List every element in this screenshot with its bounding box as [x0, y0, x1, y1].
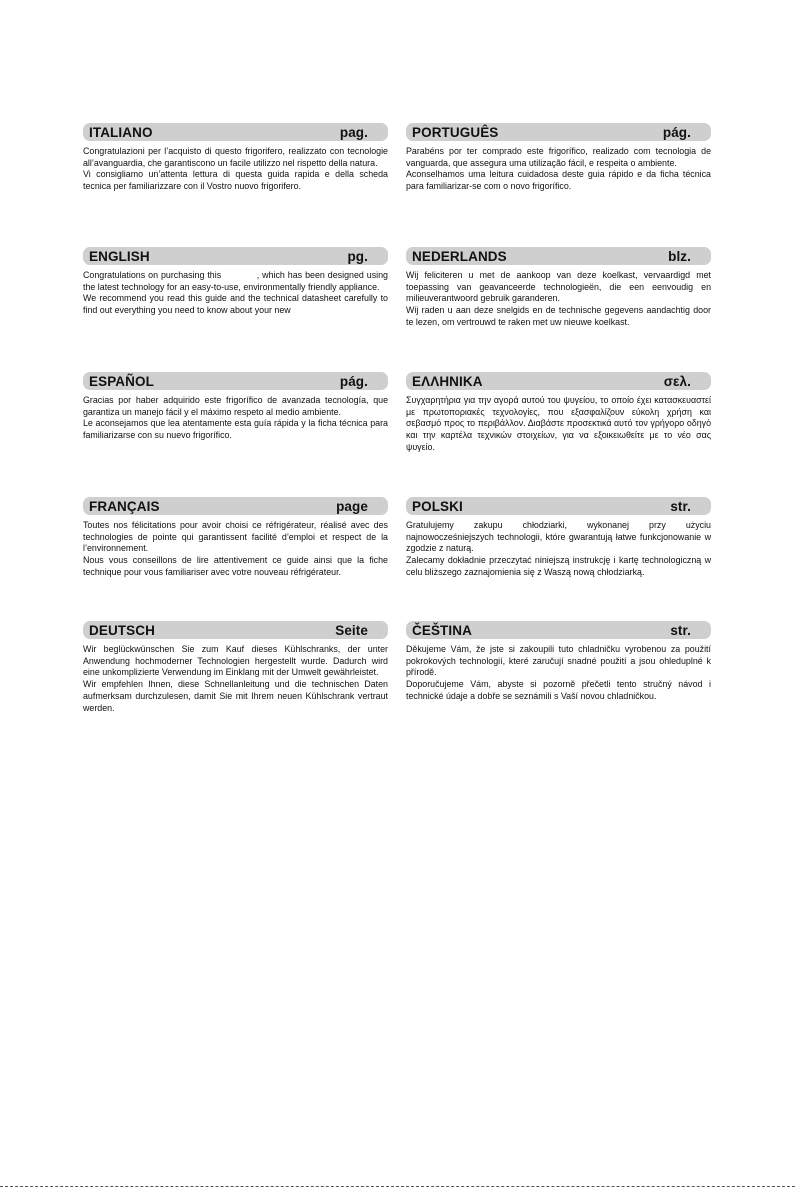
- page-bottom-divider: [0, 1186, 795, 1187]
- language-name: PORTUGUÊS: [412, 124, 499, 140]
- language-header: [83, 123, 388, 141]
- page-label: pag.: [339, 124, 368, 140]
- section-deutsch: [83, 621, 388, 714]
- language-header: [406, 247, 711, 265]
- page-label: pág.: [662, 124, 691, 140]
- section-text: [83, 520, 388, 579]
- language-name: ENGLISH: [89, 248, 150, 264]
- section-francais: [83, 497, 388, 579]
- paragraph: Doporučujeme Vám, abyste si pozorně přečetli tento stručný návod i technické údaje a dobře se seznámili s Vaší novou chladničkou.: [406, 679, 711, 701]
- paragraph: Wir empfehlen Ihnen, diese Schnellanleitung und die technischen Daten aufmerksam durchzulesen, damit Sie mit Ihrem neuen Kühlschrank vertraut werden.: [83, 679, 388, 713]
- language-header: [83, 372, 388, 390]
- language-name: ESPAÑOL: [89, 373, 154, 389]
- language-name: NEDERLANDS: [412, 248, 507, 264]
- page-label: pág.: [339, 373, 368, 389]
- language-header: [406, 123, 711, 141]
- paragraph: Nous vous conseillons de lire attentivement ce guide ainsi que la fiche technique pour vous familiariser avec votre nouveau réfrigérateur.: [83, 555, 388, 577]
- language-name: ČEŠTINA: [412, 622, 472, 638]
- section-text: [406, 146, 711, 193]
- paragraph: Wij raden u aan deze snelgids en de technische gegevens aandachtig door te lezen, om vertrouwd te raken met uw nieuwe koelkast.: [406, 305, 711, 327]
- section-text: [406, 520, 711, 579]
- section-text: [83, 270, 391, 317]
- paragraph: Vi consigliamo un’attenta lettura di questa guida rapida e della scheda tecnica per familiarizzare con il Vostro nuovo frigorifero.: [83, 169, 388, 192]
- section-text: [83, 644, 388, 714]
- paragraph: Wij feliciteren u met de aankoop van deze koelkast, vervaardigd met toepassing van geavanceerde technologieën, die een eenvoudig en milieuverantwoord gebruik garanderen.: [406, 270, 711, 304]
- section-portugues: [406, 123, 711, 193]
- section-cestina: [406, 621, 711, 703]
- paragraph: Gratulujemy zakupu chłodziarki, wykonanej przy użyciu najnowocześniejszych technologii, które gwarantują łatwe funkcjonowanie w zgodzie z naturą.: [406, 520, 711, 554]
- language-name: POLSKI: [412, 498, 463, 514]
- page-label: str.: [670, 622, 691, 638]
- section-italiano: [83, 123, 388, 193]
- paragraph: Zalecamy dokładnie przeczytać niniejszą instrukcję i kartę technologiczną w celu bliższego zaznajomienia się z Waszą nową chłodziarką.: [406, 555, 711, 577]
- page-label: Seite: [335, 622, 368, 638]
- language-name: ΕΛΛΗΝΙΚΑ: [412, 373, 483, 389]
- paragraph: Aconselhamos uma leitura cuidadosa deste guia rápido e da ficha técnica para familiarizar-se com o novo frigorífico.: [406, 169, 711, 192]
- paragraph: Le aconsejamos que lea atentamente esta guía rápida y la ficha técnica para familiarizarse con su nuevo frigorífico.: [83, 418, 388, 441]
- paragraph: Congratulazioni per l’acquisto di questo frigorifero, realizzato con tecnologie all’avanguardia, che garantiscono un facile utilizzo nel rispetto della natura.: [83, 146, 388, 168]
- page-label: page: [336, 498, 368, 514]
- language-name: FRANÇAIS: [89, 498, 160, 514]
- section-espanol: [83, 372, 388, 442]
- section-text: [83, 146, 388, 193]
- language-header: [83, 497, 388, 515]
- language-name: ITALIANO: [89, 124, 153, 140]
- paragraph: Toutes nos félicitations pour avoir choisi ce réfrigérateur, réalisé avec des technologies de pointe qui garantissent facilité d’emploi et respect de la l’environnement.: [83, 520, 388, 554]
- page-label: blz.: [668, 248, 691, 264]
- page-label: σελ.: [663, 373, 691, 389]
- page-label: str.: [670, 498, 691, 514]
- section-nederlands: [406, 247, 711, 329]
- language-name: DEUTSCH: [89, 622, 155, 638]
- section-text: [406, 270, 711, 329]
- section-text: [406, 395, 711, 454]
- section-text: [406, 644, 711, 703]
- section-english: [83, 247, 391, 317]
- language-header: [83, 621, 388, 639]
- language-header: [406, 372, 711, 390]
- language-header: [406, 497, 711, 515]
- paragraph: Congratulations on purchasing this , which has been designed using the latest technology for an easy-to-use, environmentally friendly appliance.: [83, 270, 391, 292]
- language-header: [406, 621, 711, 639]
- paragraph: Συγχαρητήρια για την αγορά αυτού του ψυγείου, το οποίο έχει κατασκευαστεί με πρωτοποριακές τεχνολογίες, που εξασφαλίζουν εύκολη χρήση και σεβασμό προς το περιβάλλον. Διαβάστε προσεκτικά αυτό τον γρήγορο οδηγό και την καρτέλα τεχνικών στοιχείων, για να εξοικειωθείτε με το νέο σας ψυγείο.: [406, 395, 711, 452]
- language-header: [83, 247, 388, 265]
- section-polski: [406, 497, 711, 579]
- paragraph: Gracias por haber adquirido este frigorífico de avanzada tecnología, que garantiza un manejo fácil y el máximo respeto al medio ambiente.: [83, 395, 388, 417]
- paragraph: Parabéns por ter comprado este frigorífico, realizado com tecnologia de vanguarda, que assegura uma utilização fácil, e respeita o ambiente.: [406, 146, 711, 168]
- section-text: [83, 395, 388, 442]
- paragraph: Wir beglückwünschen Sie zum Kauf dieses Kühlschranks, der unter Anwendung hochmoderner Technologien hergestellt wurde. Dadurch wird eine unkomplizierte Verwendung im Einklang mit der Umwelt gewährleistet.: [83, 644, 388, 678]
- page-label: pg.: [347, 248, 368, 264]
- section-ellinika: [406, 372, 711, 454]
- paragraph: We recommend you read this guide and the technical datasheet carefully to find out everything you need to know about your new: [83, 293, 388, 316]
- paragraph: Děkujeme Vám, že jste si zakoupili tuto chladničku vyrobenou za použití pokrokových technologií, které zaručují snadné použití a jsou ohleduplné k přírodě.: [406, 644, 711, 678]
